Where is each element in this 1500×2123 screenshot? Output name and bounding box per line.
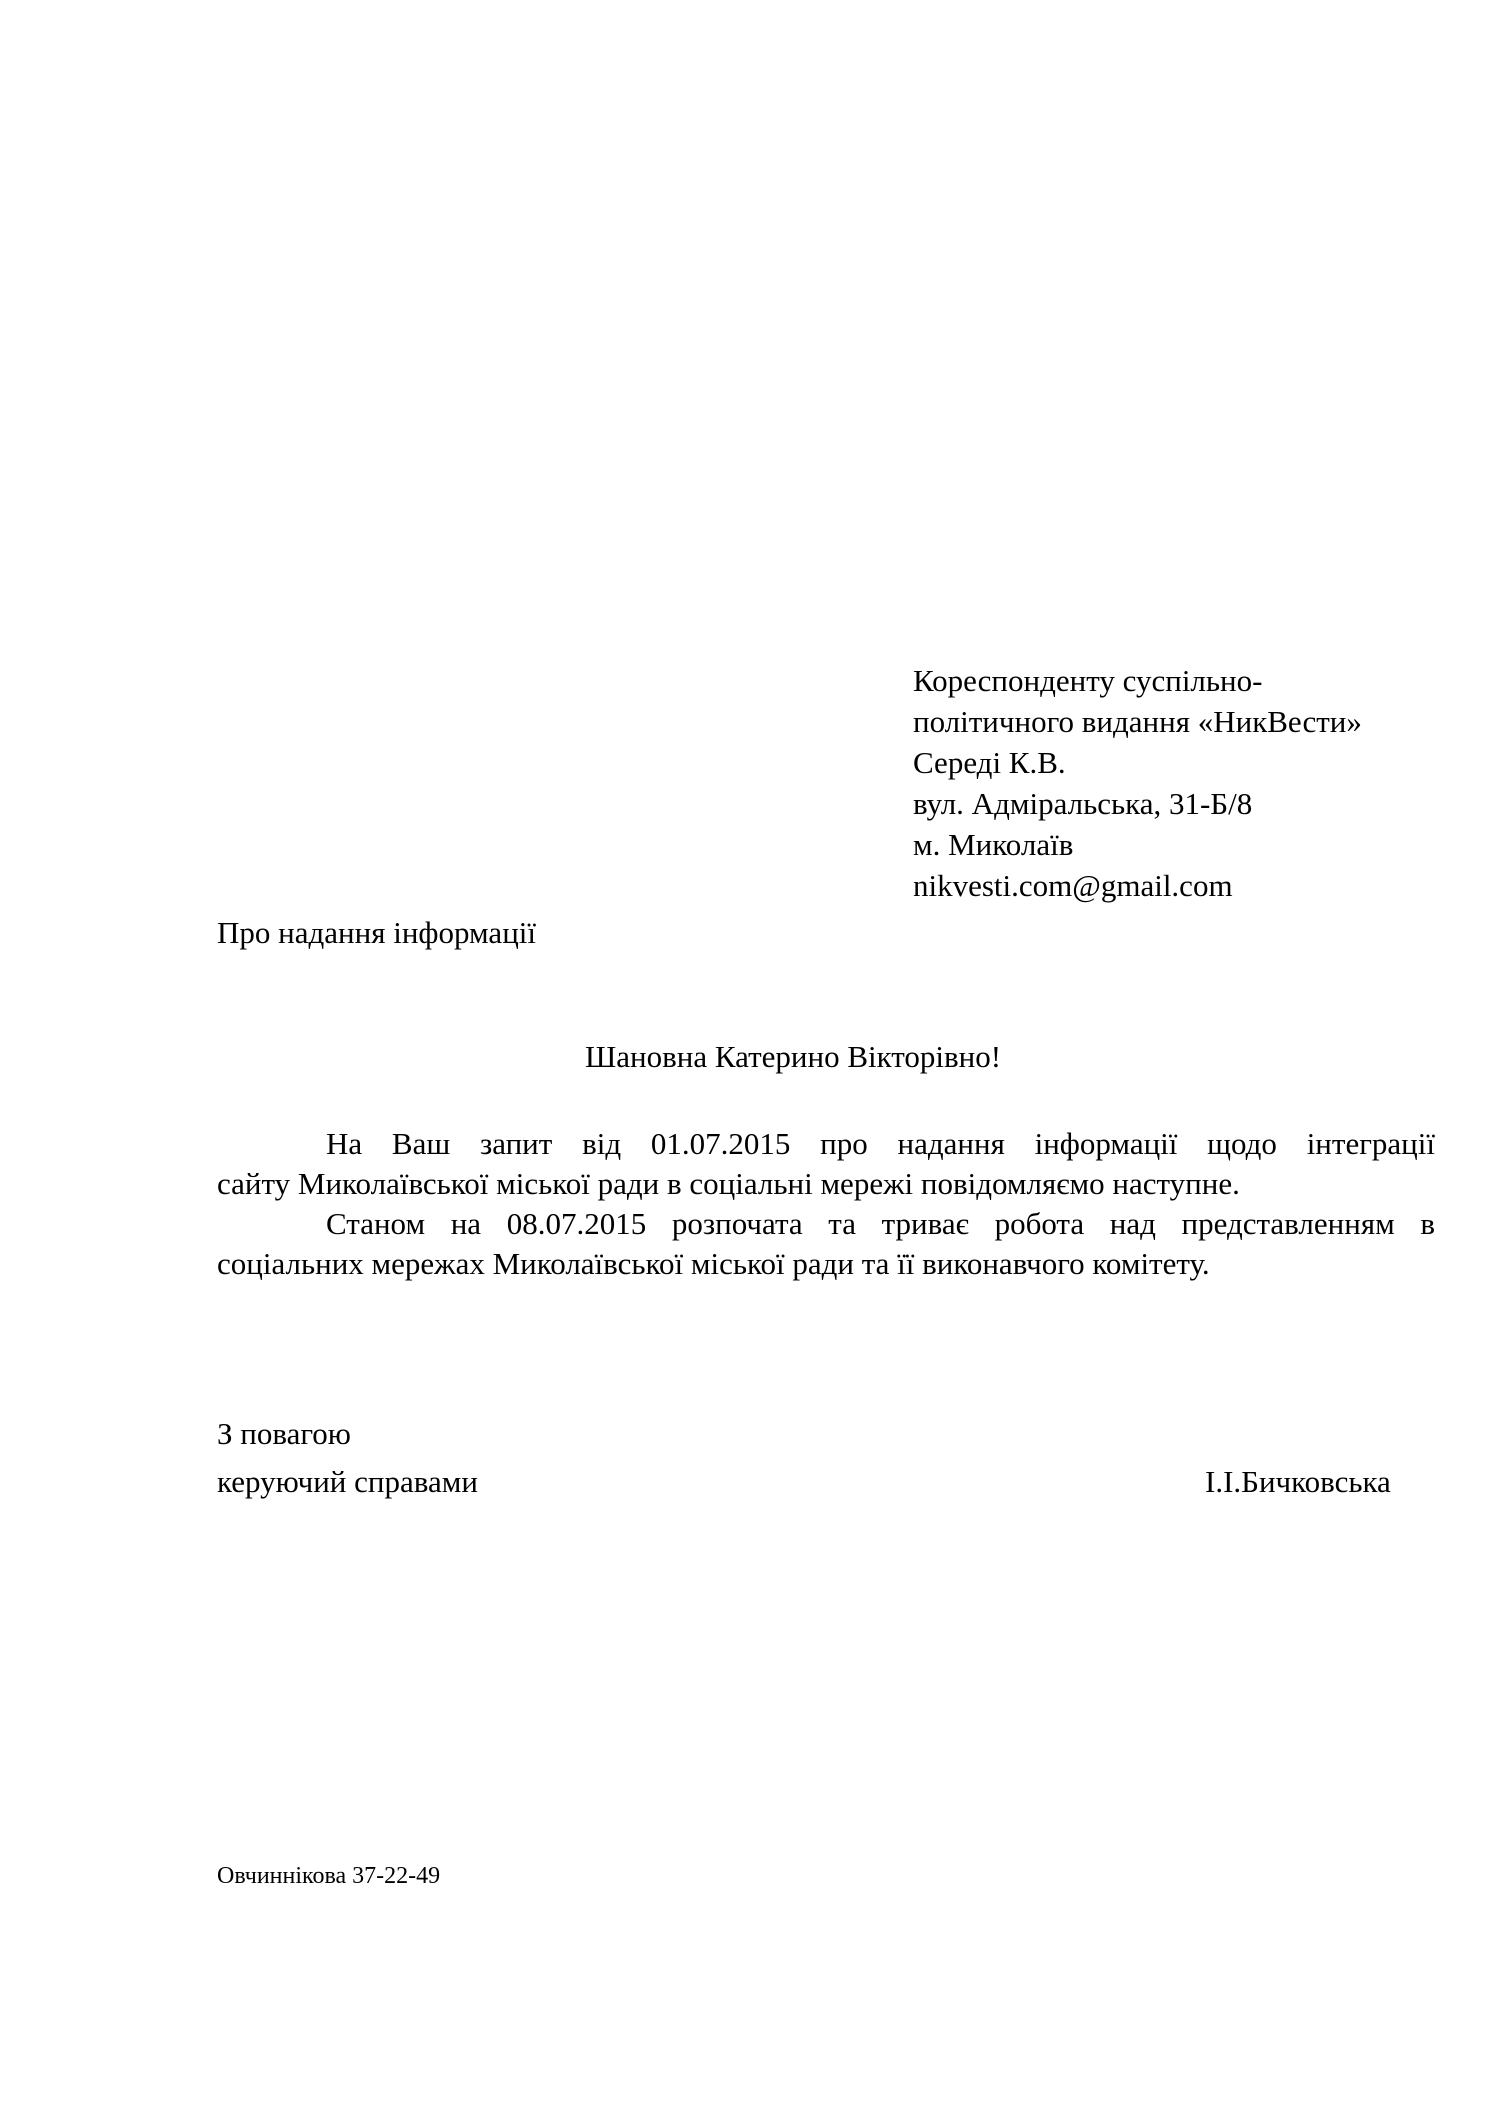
- body-line: Станом на 08.07.2015 розпочата та триває робота над представленням в: [326, 1206, 1435, 1241]
- recipient-line: вул. Адміральська, 31-Б/8: [913, 786, 1253, 821]
- body-paragraph-1: [217, 1124, 1435, 1204]
- body-line: На Ваш запит від 01.07.2015 про надання інформації щодо інтеграції: [326, 1126, 1435, 1161]
- recipient-address-block: [913, 660, 1362, 906]
- recipient-line: Кореспонденту суспільно-: [913, 663, 1263, 698]
- body-line: сайту Миколаївської міської ради в соціальні мережі повідомляємо наступне.: [217, 1166, 1240, 1201]
- body-paragraph-2: [217, 1204, 1435, 1284]
- salutation: Шановна Катерино Вікторівно!: [585, 1039, 1002, 1074]
- letter-subject: Про надання інформації: [217, 915, 537, 950]
- executor-contact: Овчиннікова 37-22-49: [217, 1863, 441, 1889]
- signer-position: керуючий справами: [217, 1464, 478, 1499]
- closing-phrase: З повагою: [217, 1416, 351, 1451]
- recipient-email: nikvesti.com@gmail.com: [913, 868, 1233, 903]
- recipient-line: Середі К.В.: [913, 745, 1066, 780]
- recipient-line: м. Миколаїв: [913, 827, 1074, 862]
- recipient-line: політичного видання «НикВести»: [913, 704, 1362, 739]
- body-line: соціальних мережах Миколаївської міської ради та її виконавчого комітету.: [217, 1246, 1210, 1281]
- signer-name: І.І.Бичковська: [1205, 1464, 1391, 1499]
